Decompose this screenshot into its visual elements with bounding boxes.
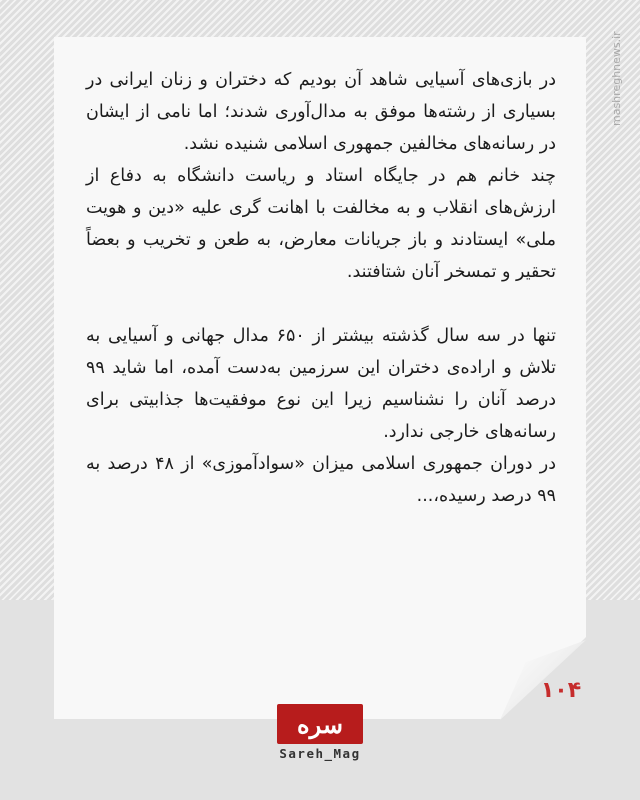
article-body [86,64,556,512]
brand-logo-text: سره [297,709,343,739]
paragraph-2: چند خانم هم در جایگاه استاد و ریاست دانشگاه به دفاع از ارزش‌های انقلاب و به مخالفت با اهانت گری علیه «دین و هویت ملی» ایستادند و باز جریانات معارض، به طعن و تخریب و بعضاً تحقیر و تمسخر آنان شتافتند. [86,166,556,282]
paragraph-4: در دوران جمهوری اسلامی میزان «سوادآموزی» از ۴۸ درصد به ۹۹ درصد رسیده،... [86,454,556,506]
brand-handle: Sareh_Mag [279,746,361,761]
paragraph-3: تنها در سه سال گذشته بیشتر از ۶۵۰ مدال جهانی و آسیایی به تلاش و اراده‌ی دختران این سرزمین به‌دست آمده، اما شاید ۹۹ درصد آنان را نشناسیم زیرا این نوع موفقیت‌ها جذابیتی برای رسانه‌های خارجی ندارد. [86,326,556,442]
watermark: mashreghnews.ir [610,31,623,127]
brand-logo [277,704,363,744]
page-number: ۱۰۴ [540,678,582,703]
paragraph-1: در بازی‌های آسیایی شاهد آن بودیم که دختران و زنان ایرانی در بسیاری از رشته‌ها موفق به مدال‌آوری شدند؛ اما نامی از ایشان در رسانه‌های مخالفین جمهوری اسلامی شنیده نشد. [86,70,556,154]
